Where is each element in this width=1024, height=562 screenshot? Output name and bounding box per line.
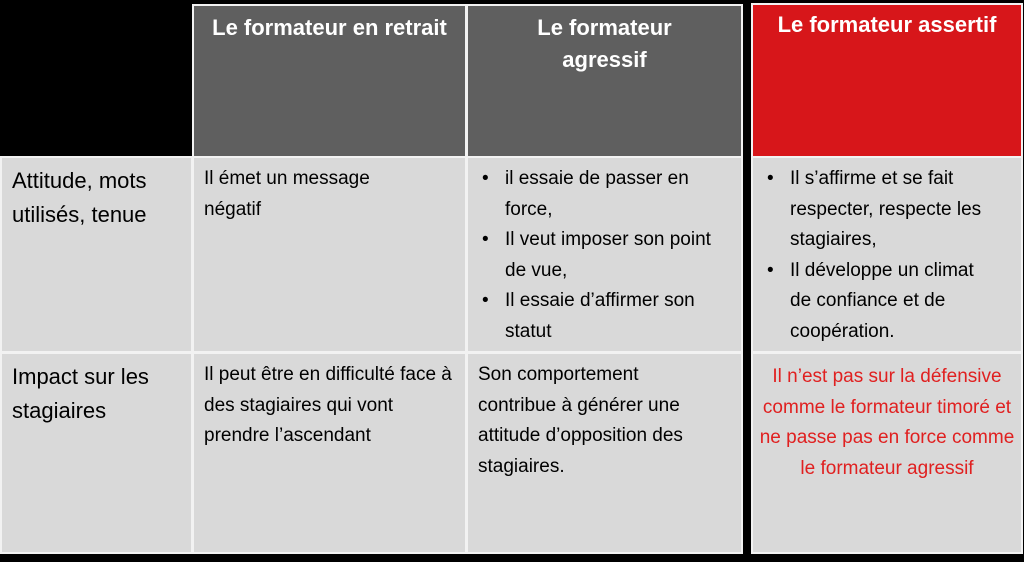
- bullet-icon: •: [482, 290, 489, 311]
- header-agressif-label: Le formateur agressif: [537, 15, 672, 72]
- list-item: • Il développe un climat de confiance et de coopération.: [763, 256, 991, 348]
- bullet-icon: •: [767, 259, 774, 281]
- row-label-impact: Impact sur les stagiaires: [0, 352, 193, 554]
- row-label-attitude: Attitude, mots utilisés, tenue: [0, 156, 193, 353]
- cell-attitude-agressif: [466, 156, 743, 353]
- list-item: • Il s’affirme et se fait respecter, respecte les stagiaires,: [763, 164, 991, 256]
- cell-attitude-assertif: [751, 156, 1023, 353]
- bullet-icon: •: [482, 229, 489, 250]
- header-assertif: [751, 3, 1023, 158]
- bullet-list-assertif: [763, 164, 991, 347]
- list-item: • Il essaie d’affirmer son statut: [478, 286, 711, 347]
- header-assertif-label: Le formateur assertif: [777, 12, 997, 37]
- bullet-icon: •: [767, 168, 774, 189]
- bullet-list-agressif: [478, 164, 711, 347]
- header-corner-cell: [2, 6, 191, 156]
- cell-impact-assertif: Il n’est pas sur la défensive comme le formateur timoré et ne passe pas en force comme le formateur agressif: [751, 352, 1023, 554]
- list-item: • Il veut imposer son point de vue,: [478, 225, 711, 286]
- bullet-icon: •: [482, 168, 489, 189]
- cell-attitude-retrait: Il émet un message négatif: [192, 156, 467, 353]
- header-agressif: [466, 4, 743, 158]
- header-retrait-label: Le formateur en retrait: [212, 15, 447, 40]
- header-retrait: [192, 4, 467, 158]
- list-item: • il essaie de passer en force,: [478, 164, 711, 225]
- cell-impact-retrait: Il peut être en difficulté face à des stagiaires qui vont prendre l’ascendant: [192, 352, 467, 554]
- cell-impact-agressif: Son comportement contribue à générer une attitude d’opposition des stagiaires.: [466, 352, 743, 554]
